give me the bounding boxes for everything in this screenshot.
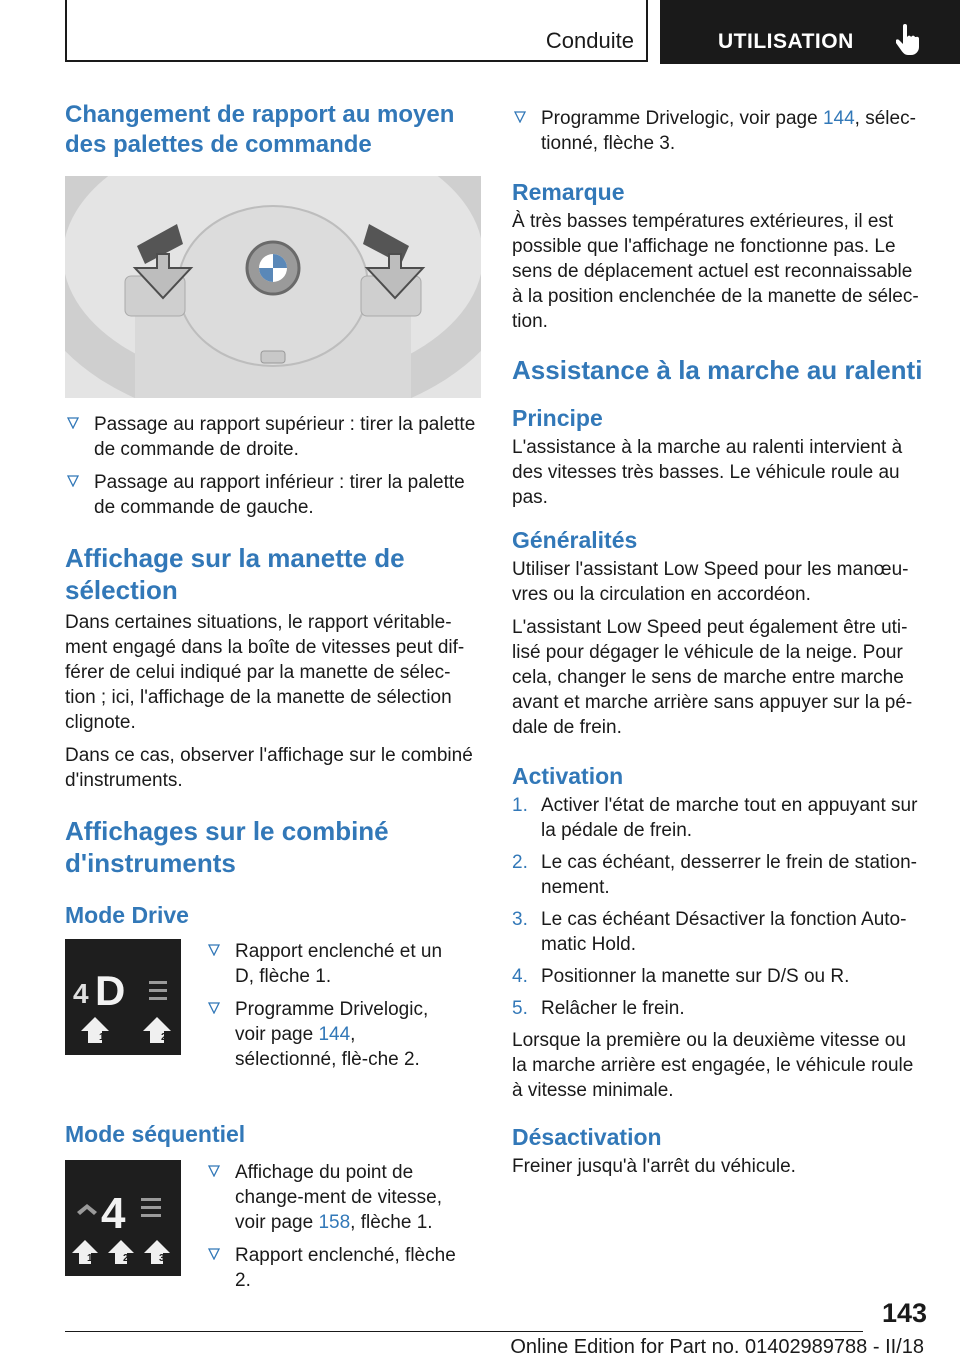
paragraph-selector-display: Dans certaines situations, le rapport véritable-ment engagé dans la boîte de vitesses peut dif-férer de celui indiqué par la manette de sélec-tion ; ici, l'affichage de la manette de sélection clignote. — [65, 612, 465, 733]
heading-mode-sequential: Mode séquentiel — [65, 1121, 246, 1147]
svg-text:3: 3 — [159, 1253, 165, 1264]
heading-cluster-displays: Affichages sur le combiné d'instruments — [65, 816, 389, 878]
drive-mode-letter: D — [95, 967, 126, 1014]
bullet-drivelogic-arrow3: Programme Drivelogic, voir page 144, sélec-tionné, flèche 3. — [512, 106, 924, 156]
triangle-bullet-icon — [67, 417, 79, 429]
bullet-shift-point: Affichage du point de change-ment de vitesse, voir page 158, flèche 1. — [206, 1160, 461, 1235]
sequential-mode-display-image — [65, 1160, 181, 1276]
triangle-bullet-icon — [67, 475, 79, 487]
paragraph-activation-result: Lorsque la première ou la deuxième vitesse ou la marche arrière est engagée, le véhicule roule à vitesse minimale. — [512, 1030, 914, 1101]
page-link-144-right[interactable]: 144 — [822, 108, 855, 129]
paragraph-remarque: À très basses températures extérieures, il est possible que l'affichage ne fonctionne pas. Le sens de déplacement actuel est reconnaissable à la position enclenchée de la manette de sélec-tion. — [512, 211, 919, 332]
triangle-bullet-icon — [514, 111, 526, 123]
bullet-downshift: Passage au rapport inférieur : tirer la palette de commande de gauche. — [65, 470, 481, 520]
bullet-upshift: Passage au rapport supérieur : tirer la palette de commande de droite. — [65, 412, 481, 462]
drive-gear-number: 4 — [73, 978, 89, 1009]
step-item: 3. Le cas échéant Désactiver la fonction Auto-matic Hold. — [512, 909, 907, 955]
header-chapter-box — [660, 0, 960, 64]
triangle-bullet-icon — [208, 944, 220, 956]
paragraph-generalites-2: L'assistant Low Speed peut également être uti-lisé pour dégager le véhicule de la neige. Pour cela, changer le sens de marche entre marche avant et marche arrière sans appuyer sur la pé-dale de frein. — [512, 617, 913, 738]
heading-desactivation: Désactivation — [512, 1124, 662, 1150]
heading-remarque: Remarque — [512, 179, 625, 205]
header-section-title: Conduite — [545, 28, 634, 53]
step-item: 5. Relâcher le frein. — [512, 998, 685, 1019]
heading-low-speed-assist: Assistance à la marche au ralenti — [512, 355, 923, 385]
footer-divider — [65, 1331, 863, 1332]
svg-text:1: 1 — [99, 1032, 105, 1043]
heading-mode-drive: Mode Drive — [65, 902, 189, 928]
page-link-158[interactable]: 158 — [318, 1212, 351, 1233]
paragraph-observe-cluster: Dans ce cas, observer l'affichage sur le combiné d'instruments. — [65, 745, 473, 791]
heading-principe: Principe — [512, 405, 603, 431]
right-column — [512, 100, 924, 1179]
step-item: 1. Activer l'état de marche tout en appuyant sur la pédale de frein. — [512, 795, 918, 841]
paragraph-desactivation: Freiner jusqu'à l'arrêt du véhicule. — [512, 1156, 796, 1177]
svg-text:1: 1 — [87, 1253, 93, 1264]
activation-steps — [512, 793, 924, 1021]
steering-wheel-image — [65, 176, 481, 398]
drive-mode-display-image — [65, 939, 181, 1055]
steering-wheel-illustration — [65, 176, 481, 398]
triangle-bullet-icon — [208, 1248, 220, 1260]
svg-text:2: 2 — [161, 1032, 167, 1043]
sequential-gear-number: 4 — [101, 1189, 126, 1238]
left-column — [65, 100, 481, 1293]
mode-seq-block — [65, 1160, 481, 1293]
heading-generalites: Généralités — [512, 527, 638, 553]
footer-edition: Online Edition for Part no. 01402989788 - II/18 — [510, 1336, 924, 1358]
bullet-drive-drivelogic: Programme Drivelogic, voir page 144, sélectionné, flè-che 2. — [206, 997, 461, 1072]
page-link-144[interactable]: 144 — [318, 1024, 351, 1045]
header-section-box — [65, 0, 648, 62]
step-item: 2. Le cas échéant, desserrer le frein de station-nement. — [512, 852, 917, 898]
triangle-bullet-icon — [208, 1002, 220, 1014]
pointing-hand-icon — [896, 24, 920, 56]
svg-text:2: 2 — [123, 1253, 129, 1264]
heading-activation: Activation — [512, 763, 624, 789]
mode-drive-block — [65, 939, 481, 1072]
paragraph-generalites-1: Utiliser l'assistant Low Speed pour les manœu-vres ou la circulation en accordéon. — [512, 559, 909, 605]
mode-drive-bullets — [206, 939, 461, 1072]
bullet-drive-gear: Rapport enclenché et un D, flèche 1. — [206, 939, 461, 989]
mode-seq-bullets — [206, 1160, 461, 1293]
heading-paddle-shift: Changement de rapport au moyen des palettes de commande — [65, 101, 455, 158]
triangle-bullet-icon — [208, 1165, 220, 1177]
step-item: 4. Positionner la manette sur D/S ou R. — [512, 966, 850, 987]
bullet-seq-gear: Rapport enclenché, flèche 2. — [206, 1243, 461, 1293]
header-chapter-title: UTILISATION — [718, 30, 854, 53]
heading-selector-display: Affichage sur la manette de sélection — [65, 543, 405, 605]
paragraph-principe: L'assistance à la marche au ralenti intervient à des vitesses très basses. Le véhicule roule au pas. — [512, 437, 903, 508]
page-number: 143 — [882, 1298, 928, 1328]
